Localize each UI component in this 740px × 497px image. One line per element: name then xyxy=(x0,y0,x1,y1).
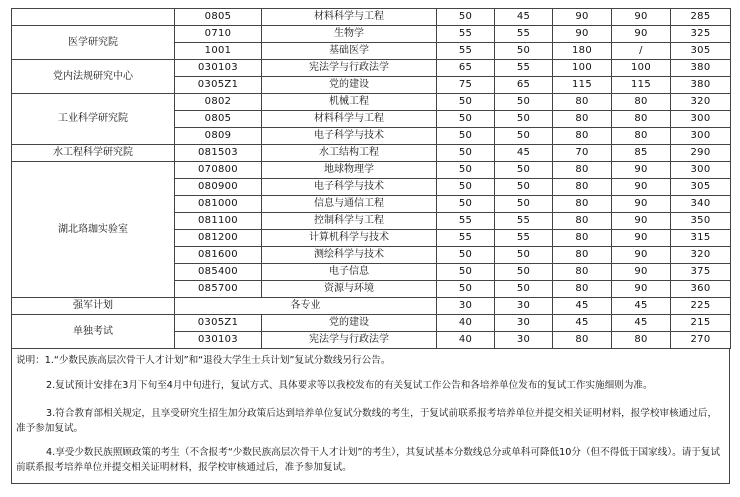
major-code-cell: 1001 xyxy=(175,43,262,60)
course1-score-cell: 80 xyxy=(553,230,612,247)
course1-score-cell: 100 xyxy=(553,60,612,77)
major-name-cell: 控制科学与工程 xyxy=(262,213,437,230)
foreign-score-cell: 50 xyxy=(495,94,553,111)
course1-score-cell: 45 xyxy=(553,315,612,332)
total-score-cell: 225 xyxy=(671,298,731,315)
plan-label-cell: 单独考试 xyxy=(12,315,175,349)
notes-section xyxy=(11,349,730,484)
politics-score-cell: 65 xyxy=(437,60,495,77)
major-code-cell: 081000 xyxy=(175,196,262,213)
course1-score-cell: 80 xyxy=(553,111,612,128)
major-name-cell: 党的建设 xyxy=(262,77,437,94)
foreign-score-cell: 50 xyxy=(495,196,553,213)
total-score-cell: 300 xyxy=(671,111,731,128)
course1-score-cell: 80 xyxy=(553,128,612,145)
total-score-cell: 270 xyxy=(671,332,731,349)
major-code-cell: 0802 xyxy=(175,94,262,111)
course1-score-cell: 80 xyxy=(553,281,612,298)
major-code-cell: 085700 xyxy=(175,281,262,298)
total-score-cell: 325 xyxy=(671,26,731,43)
major-code-cell: 081200 xyxy=(175,230,262,247)
course2-score-cell: 90 xyxy=(612,9,671,26)
foreign-score-cell: 30 xyxy=(495,332,553,349)
course2-score-cell: 45 xyxy=(612,298,671,315)
major-code-cell: 0710 xyxy=(175,26,262,43)
politics-score-cell: 50 xyxy=(437,264,495,281)
score-table xyxy=(11,8,731,349)
course2-score-cell: 90 xyxy=(612,196,671,213)
major-name-cell: 生物学 xyxy=(262,26,437,43)
total-score-cell: 305 xyxy=(671,43,731,60)
major-code-cell: 070800 xyxy=(175,162,262,179)
course2-score-cell: 80 xyxy=(612,111,671,128)
course2-score-cell: 80 xyxy=(612,128,671,145)
foreign-score-cell: 50 xyxy=(495,179,553,196)
course2-score-cell: 90 xyxy=(612,264,671,281)
major-name-cell: 测绘科学与技术 xyxy=(262,247,437,264)
course1-score-cell: 80 xyxy=(553,332,612,349)
major-code-cell: 030103 xyxy=(175,332,262,349)
major-name-cell: 水工结构工程 xyxy=(262,145,437,162)
total-score-cell: 380 xyxy=(671,77,731,94)
course1-score-cell: 80 xyxy=(553,162,612,179)
institute-cell: 医学研究院 xyxy=(12,26,175,60)
total-score-cell: 380 xyxy=(671,60,731,77)
course1-score-cell: 45 xyxy=(553,298,612,315)
total-score-cell: 350 xyxy=(671,213,731,230)
politics-score-cell: 50 xyxy=(437,145,495,162)
total-score-cell: 320 xyxy=(671,94,731,111)
major-code-cell: 081100 xyxy=(175,213,262,230)
major-name-cell: 资源与环境 xyxy=(262,281,437,298)
course1-score-cell: 80 xyxy=(553,196,612,213)
foreign-score-cell: 50 xyxy=(495,111,553,128)
major-name-cell: 宪法学与行政法学 xyxy=(262,60,437,77)
politics-score-cell: 75 xyxy=(437,77,495,94)
major-name-cell: 材料科学与工程 xyxy=(262,9,437,26)
politics-score-cell: 50 xyxy=(437,281,495,298)
total-score-cell: 215 xyxy=(671,315,731,332)
politics-score-cell: 50 xyxy=(437,111,495,128)
major-code-cell: 0809 xyxy=(175,128,262,145)
major-name-cell: 宪法学与行政法学 xyxy=(262,332,437,349)
institute-cell: 党内法规研究中心 xyxy=(12,60,175,94)
course1-score-cell: 80 xyxy=(553,247,612,264)
course2-score-cell: 85 xyxy=(612,145,671,162)
foreign-score-cell: 50 xyxy=(495,43,553,60)
major-code-cell: 0805 xyxy=(175,9,262,26)
course2-score-cell: 90 xyxy=(612,281,671,298)
note-3: 3.符合教育部相关规定，且享受研究生招生加分政策后达到培养单位复试分数线的考生，于复试前联系报考培养单位并提交相关证明材料，报学校审核通过后，准予参加复试。 xyxy=(16,408,718,434)
politics-score-cell: 50 xyxy=(437,196,495,213)
course1-score-cell: 80 xyxy=(553,94,612,111)
politics-score-cell: 55 xyxy=(437,213,495,230)
politics-score-cell: 55 xyxy=(437,43,495,60)
institute-cell: 工业科学研究院 xyxy=(12,94,175,145)
major-code-cell: 085400 xyxy=(175,264,262,281)
major-name-cell: 机械工程 xyxy=(262,94,437,111)
foreign-score-cell: 55 xyxy=(495,26,553,43)
course2-score-cell: 80 xyxy=(612,94,671,111)
major-name-cell: 地球物理学 xyxy=(262,162,437,179)
major-code-cell: 081600 xyxy=(175,247,262,264)
table-row xyxy=(12,145,731,162)
politics-score-cell: 50 xyxy=(437,179,495,196)
foreign-score-cell: 45 xyxy=(495,9,553,26)
course1-score-cell: 90 xyxy=(553,9,612,26)
course2-score-cell: 90 xyxy=(612,213,671,230)
course1-score-cell: 80 xyxy=(553,213,612,230)
total-score-cell: 305 xyxy=(671,179,731,196)
major-name-cell: 党的建设 xyxy=(262,315,437,332)
table-row xyxy=(12,298,731,315)
course2-score-cell: 80 xyxy=(612,332,671,349)
score-table-body xyxy=(12,9,731,349)
politics-score-cell: 50 xyxy=(437,128,495,145)
course1-score-cell: 180 xyxy=(553,43,612,60)
course1-score-cell: 80 xyxy=(553,179,612,196)
major-code-cell: 030103 xyxy=(175,60,262,77)
foreign-score-cell: 50 xyxy=(495,128,553,145)
course2-score-cell: 115 xyxy=(612,77,671,94)
table-row xyxy=(12,26,731,43)
table-row xyxy=(12,162,731,179)
politics-score-cell: 50 xyxy=(437,94,495,111)
politics-score-cell: 30 xyxy=(437,298,495,315)
major-name-cell: 电子信息 xyxy=(262,264,437,281)
politics-score-cell: 50 xyxy=(437,247,495,264)
politics-score-cell: 50 xyxy=(437,162,495,179)
major-code-cell: 0805 xyxy=(175,111,262,128)
total-score-cell: 300 xyxy=(671,128,731,145)
table-row xyxy=(12,60,731,77)
institute-cell: 水工程科学研究院 xyxy=(12,145,175,162)
institute-cell xyxy=(12,9,175,26)
foreign-score-cell: 50 xyxy=(495,264,553,281)
course1-score-cell: 80 xyxy=(553,264,612,281)
course2-score-cell: 90 xyxy=(612,247,671,264)
institute-cell: 湖北珞珈实验室 xyxy=(12,162,175,298)
major-name-cell: 材料科学与工程 xyxy=(262,111,437,128)
foreign-score-cell: 55 xyxy=(495,213,553,230)
table-row xyxy=(12,94,731,111)
major-name-cell: 计算机科学与技术 xyxy=(262,230,437,247)
foreign-score-cell: 30 xyxy=(495,315,553,332)
major-code-cell: 081503 xyxy=(175,145,262,162)
plan-label-cell: 强军计划 xyxy=(12,298,175,315)
table-row xyxy=(12,315,731,332)
course2-score-cell: 90 xyxy=(612,26,671,43)
table-row xyxy=(12,9,731,26)
note-2: 2.复试预计安排在3月下旬至4月中旬进行，复试方式、具体要求等以我校发布的有关复试工作公告和各培养单位发布的复试工作实施细则为准。 xyxy=(46,380,653,391)
course1-score-cell: 90 xyxy=(553,26,612,43)
major-name-cell: 各专业 xyxy=(175,298,437,315)
total-score-cell: 300 xyxy=(671,162,731,179)
course2-score-cell: 90 xyxy=(612,230,671,247)
total-score-cell: 320 xyxy=(671,247,731,264)
course1-score-cell: 115 xyxy=(553,77,612,94)
major-name-cell: 电子科学与技术 xyxy=(262,128,437,145)
politics-score-cell: 40 xyxy=(437,332,495,349)
foreign-score-cell: 30 xyxy=(495,298,553,315)
score-document xyxy=(11,8,730,484)
course2-score-cell: / xyxy=(612,43,671,60)
major-name-cell: 电子科学与技术 xyxy=(262,179,437,196)
politics-score-cell: 40 xyxy=(437,315,495,332)
politics-score-cell: 50 xyxy=(437,9,495,26)
major-code-cell: 0305Z1 xyxy=(175,77,262,94)
foreign-score-cell: 65 xyxy=(495,77,553,94)
course1-score-cell: 70 xyxy=(553,145,612,162)
foreign-score-cell: 45 xyxy=(495,145,553,162)
major-name-cell: 基础医学 xyxy=(262,43,437,60)
total-score-cell: 340 xyxy=(671,196,731,213)
foreign-score-cell: 50 xyxy=(495,162,553,179)
total-score-cell: 360 xyxy=(671,281,731,298)
politics-score-cell: 55 xyxy=(437,230,495,247)
major-code-cell: 0305Z1 xyxy=(175,315,262,332)
major-code-cell: 080900 xyxy=(175,179,262,196)
course2-score-cell: 45 xyxy=(612,315,671,332)
major-name-cell: 信息与通信工程 xyxy=(262,196,437,213)
course2-score-cell: 100 xyxy=(612,60,671,77)
note-4: 4.享受少数民族照顾政策的考生（不含报考“少数民族高层次骨干人才计划”的考生），其复试基本分数线总分或单科可降低10分（但不得低于国家线）。请于复试前联系报考培养单位并提交相关证明材料，报学校审核通过后，准予参加复试。 xyxy=(16,447,721,473)
note-1: 说明：1.“少数民族高层次骨干人才计划”和“退役大学生士兵计划”复试分数线另行公告。 xyxy=(16,355,391,366)
foreign-score-cell: 55 xyxy=(495,230,553,247)
foreign-score-cell: 50 xyxy=(495,247,553,264)
total-score-cell: 290 xyxy=(671,145,731,162)
foreign-score-cell: 55 xyxy=(495,60,553,77)
course2-score-cell: 90 xyxy=(612,179,671,196)
total-score-cell: 375 xyxy=(671,264,731,281)
politics-score-cell: 55 xyxy=(437,26,495,43)
total-score-cell: 285 xyxy=(671,9,731,26)
foreign-score-cell: 50 xyxy=(495,281,553,298)
total-score-cell: 315 xyxy=(671,230,731,247)
course2-score-cell: 90 xyxy=(612,162,671,179)
